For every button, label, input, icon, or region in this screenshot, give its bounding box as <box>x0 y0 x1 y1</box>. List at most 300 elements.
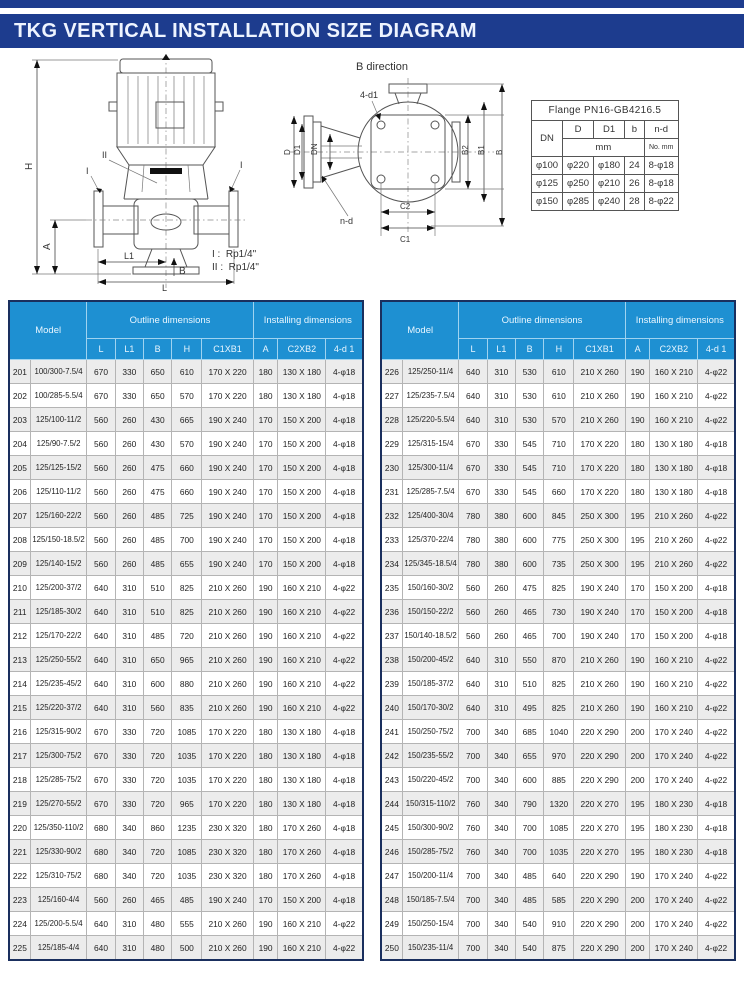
table-cell: 720 <box>143 768 171 792</box>
table-cell: 885 <box>544 768 574 792</box>
table-cell: 220 X 290 <box>574 864 625 888</box>
table-cell: 4-φ22 <box>698 408 735 432</box>
table-cell: 475 <box>515 576 543 600</box>
table-cell: 201 <box>9 360 30 384</box>
table-cell: 210 X 260 <box>650 552 698 576</box>
table-cell: 150 X 200 <box>650 576 698 600</box>
table-cell: 485 <box>515 888 543 912</box>
table-cell: 223 <box>9 888 30 912</box>
table-cell: 180 <box>625 456 650 480</box>
table-cell: 4-φ22 <box>698 768 735 792</box>
table-cell: 170 <box>253 408 278 432</box>
table-cell: 170 X 240 <box>650 912 698 936</box>
table-cell: 125/315-90/2 <box>30 720 87 744</box>
table-cell: 250 X 300 <box>574 552 625 576</box>
table-cell: 530 <box>515 408 543 432</box>
header-col-b: B <box>515 339 543 360</box>
table-cell: 310 <box>487 672 515 696</box>
table-cell: 180 <box>625 432 650 456</box>
header-outline-dimensions: Outline dimensions <box>87 301 253 339</box>
table-cell: 555 <box>172 912 202 936</box>
table-cell: 190 X 240 <box>202 504 253 528</box>
table-cell: φ250 <box>563 175 594 193</box>
table-cell: 180 <box>253 768 278 792</box>
table-row <box>9 672 363 696</box>
table-cell: 234 <box>381 552 402 576</box>
table-cell: 680 <box>87 816 115 840</box>
table-cell: 125/140-15/2 <box>30 552 87 576</box>
flange-col-dn: DN <box>532 121 563 157</box>
table-cell: 150/220-45/2 <box>402 768 459 792</box>
table-cell: 340 <box>487 768 515 792</box>
label-n-d: n-d <box>340 216 354 226</box>
table-cell: 465 <box>143 888 171 912</box>
label-4-d1: 4-d1 <box>360 90 379 100</box>
table-cell: 4-φ22 <box>698 744 735 768</box>
table-cell: 4-φ18 <box>326 792 363 816</box>
table-cell: 125/170-22/2 <box>30 624 87 648</box>
table-cell: 226 <box>381 360 402 384</box>
port-thread-notes <box>212 248 259 274</box>
table-cell: 220 X 270 <box>574 840 625 864</box>
table-cell: 720 <box>143 744 171 768</box>
header-col-l1: L1 <box>115 339 143 360</box>
table-row <box>9 840 363 864</box>
table-cell: 610 <box>544 360 574 384</box>
table-cell: 760 <box>459 840 487 864</box>
table-cell: 219 <box>9 792 30 816</box>
table-cell: 250 X 300 <box>574 504 625 528</box>
label-dim-l: L <box>162 283 168 292</box>
table-row <box>381 384 735 408</box>
table-cell: 8-φ22 <box>644 193 678 211</box>
table-cell: 640 <box>87 696 115 720</box>
table-cell: 160 X 210 <box>278 624 326 648</box>
table-cell: 660 <box>172 480 202 504</box>
table-cell: 130 X 180 <box>278 792 326 816</box>
table-cell: 330 <box>115 744 143 768</box>
table-row <box>9 816 363 840</box>
table-cell: 170 X 240 <box>650 744 698 768</box>
table-cell: 214 <box>9 672 30 696</box>
table-cell: 190 X 240 <box>202 528 253 552</box>
table-cell: 150/150-22/2 <box>402 600 459 624</box>
table-cell: 640 <box>459 672 487 696</box>
table-cell: 245 <box>381 816 402 840</box>
table-cell: 220 X 290 <box>574 936 625 961</box>
table-cell: 640 <box>87 912 115 936</box>
table-cell: 650 <box>143 384 171 408</box>
table-cell: 4-φ18 <box>698 816 735 840</box>
table-cell: 700 <box>459 744 487 768</box>
table-cell: 200 <box>625 888 650 912</box>
table-cell: 600 <box>143 672 171 696</box>
table-cell: 24 <box>625 157 645 175</box>
table-cell: 340 <box>487 888 515 912</box>
table-cell: 640 <box>459 360 487 384</box>
table-cell: 560 <box>87 504 115 528</box>
label-dim-l1: L1 <box>124 251 135 261</box>
table-row <box>381 528 735 552</box>
table-cell: 570 <box>544 408 574 432</box>
table-cell: 170 <box>253 456 278 480</box>
table-cell: 340 <box>487 744 515 768</box>
label-dim-dn: DN <box>310 143 319 155</box>
table-cell: 220 X 270 <box>574 816 625 840</box>
table-cell: 125/285-75/2 <box>30 768 87 792</box>
table-cell: 4-φ22 <box>698 360 735 384</box>
table-row <box>381 936 735 961</box>
table-cell: 208 <box>9 528 30 552</box>
header-col-l: L <box>459 339 487 360</box>
table-cell: 655 <box>515 744 543 768</box>
label-dim-b: B <box>179 266 186 277</box>
table-cell: 560 <box>87 480 115 504</box>
table-cell: 700 <box>172 528 202 552</box>
table-cell: 200 <box>625 720 650 744</box>
table-cell: 730 <box>544 600 574 624</box>
table-cell: 670 <box>87 384 115 408</box>
flange-col-b: b <box>625 121 645 139</box>
table-cell: 210 X 260 <box>202 672 253 696</box>
table-cell: 225 <box>9 936 30 961</box>
table-row <box>381 432 735 456</box>
table-cell: 310 <box>115 696 143 720</box>
table-row <box>9 696 363 720</box>
table-row <box>381 816 735 840</box>
table-cell: 560 <box>87 432 115 456</box>
table-row <box>381 552 735 576</box>
table-cell: 260 <box>487 576 515 600</box>
label-dim-b1: B1 <box>477 145 486 155</box>
table-row <box>9 408 363 432</box>
table-row <box>9 936 363 961</box>
table-cell: 170 <box>625 624 650 648</box>
table-cell: 735 <box>544 552 574 576</box>
table-cell: 4-φ22 <box>326 576 363 600</box>
header-col-4d1: 4-d 1 <box>698 339 735 360</box>
table-cell: 640 <box>87 648 115 672</box>
table-cell: 170 X 220 <box>202 384 253 408</box>
table-cell: 247 <box>381 864 402 888</box>
table-cell: 4-φ22 <box>698 384 735 408</box>
table-cell: 170 <box>253 552 278 576</box>
table-cell: 125/400-30/4 <box>402 504 459 528</box>
table-cell: 4-φ18 <box>698 792 735 816</box>
table-row <box>381 768 735 792</box>
table-row <box>9 600 363 624</box>
table-cell: 4-φ22 <box>698 888 735 912</box>
table-cell: 190 <box>625 360 650 384</box>
table-cell: 780 <box>459 528 487 552</box>
table-cell: 260 <box>115 888 143 912</box>
table-cell: 170 X 220 <box>574 456 625 480</box>
table-cell: 125/330-90/2 <box>30 840 87 864</box>
table-cell: 560 <box>87 528 115 552</box>
table-row <box>9 504 363 528</box>
table-cell: 700 <box>544 624 574 648</box>
table-cell: 232 <box>381 504 402 528</box>
table-cell: 180 <box>253 384 278 408</box>
table-cell: 230 <box>381 456 402 480</box>
table-cell: 4-φ18 <box>326 504 363 528</box>
table-cell: 825 <box>544 576 574 600</box>
table-cell: 4-φ18 <box>698 456 735 480</box>
table-cell: 130 X 180 <box>278 360 326 384</box>
table-cell: 340 <box>487 792 515 816</box>
table-cell: 216 <box>9 720 30 744</box>
table-cell: 310 <box>115 912 143 936</box>
table-cell: 170 X 220 <box>574 432 625 456</box>
table-cell: 125/310-75/2 <box>30 864 87 888</box>
table-cell: 150/300-90/2 <box>402 816 459 840</box>
table-row <box>9 528 363 552</box>
table-cell: 585 <box>544 888 574 912</box>
table-cell: 230 X 320 <box>202 864 253 888</box>
table-cell: 4-φ22 <box>698 912 735 936</box>
table-cell: 190 <box>253 600 278 624</box>
table-cell: 310 <box>487 648 515 672</box>
header-col-c1xb1: C1XB1 <box>574 339 625 360</box>
table-cell: 125/220-37/2 <box>30 696 87 720</box>
table-cell: 100/285-5.5/4 <box>30 384 87 408</box>
table-cell: 545 <box>515 432 543 456</box>
table-cell: 180 X 230 <box>650 840 698 864</box>
table-cell: 720 <box>172 624 202 648</box>
table-cell: 475 <box>143 456 171 480</box>
flange-unit-mm: mm <box>563 139 645 157</box>
table-cell: 217 <box>9 744 30 768</box>
table-cell: 825 <box>544 672 574 696</box>
table-cell: 230 X 320 <box>202 840 253 864</box>
table-cell: 170 <box>625 600 650 624</box>
table-cell: 170 X 240 <box>650 720 698 744</box>
label-dim-c2: C2 <box>400 202 411 211</box>
table-cell: 170 X 240 <box>650 888 698 912</box>
table-cell: 160 X 210 <box>650 696 698 720</box>
table-cell: 700 <box>459 912 487 936</box>
table-row <box>9 360 363 384</box>
table-cell: 125/160-22/2 <box>30 504 87 528</box>
table-cell: 710 <box>544 432 574 456</box>
table-cell: 465 <box>515 600 543 624</box>
table-cell: 310 <box>115 672 143 696</box>
table-cell: 260 <box>115 408 143 432</box>
table-cell: 125/370-22/4 <box>402 528 459 552</box>
table-cell: 125/350-110/2 <box>30 816 87 840</box>
table-cell: 125/200-5.5/4 <box>30 912 87 936</box>
table-cell: 700 <box>459 888 487 912</box>
flange-spec-table-wrap <box>531 100 679 211</box>
table-cell: 640 <box>87 576 115 600</box>
table-cell: 160 X 210 <box>650 384 698 408</box>
table-cell: 340 <box>487 864 515 888</box>
table-cell: 210 X 260 <box>574 408 625 432</box>
table-cell: 560 <box>87 552 115 576</box>
table-cell: 150/285-75/2 <box>402 840 459 864</box>
table-cell: 150 X 200 <box>650 624 698 648</box>
table-cell: φ210 <box>594 175 625 193</box>
table-cell: 570 <box>172 384 202 408</box>
table-cell: 560 <box>87 456 115 480</box>
table-row <box>9 552 363 576</box>
table-cell: 475 <box>143 480 171 504</box>
table-cell: 330 <box>115 384 143 408</box>
table-cell: 227 <box>381 384 402 408</box>
table-cell: 130 X 180 <box>278 744 326 768</box>
table-cell: 4-φ18 <box>326 720 363 744</box>
table-cell: 221 <box>9 840 30 864</box>
table-cell: 150/140-18.5/2 <box>402 624 459 648</box>
table-cell: 510 <box>143 600 171 624</box>
table-cell: 655 <box>172 552 202 576</box>
table-row <box>9 768 363 792</box>
table-cell: 170 X 260 <box>278 840 326 864</box>
table-cell: 130 X 180 <box>278 720 326 744</box>
table-row <box>381 888 735 912</box>
table-cell: 190 <box>253 672 278 696</box>
table-row <box>381 648 735 672</box>
table-cell: 8-φ18 <box>644 157 678 175</box>
table-cell: 195 <box>625 816 650 840</box>
header-col-c2xb2: C2XB2 <box>278 339 326 360</box>
table-cell: 310 <box>115 576 143 600</box>
table-cell: 340 <box>115 840 143 864</box>
table-cell: 170 <box>253 504 278 528</box>
table-cell: 180 <box>253 840 278 864</box>
table-cell: 125/345-18.5/4 <box>402 552 459 576</box>
table-cell: 485 <box>143 624 171 648</box>
table-cell: 190 X 240 <box>202 552 253 576</box>
table-cell: 203 <box>9 408 30 432</box>
table-cell: 4-φ18 <box>326 432 363 456</box>
table-cell: 550 <box>515 648 543 672</box>
table-cell: 545 <box>515 480 543 504</box>
table-cell: 340 <box>487 840 515 864</box>
table-cell: 220 X 290 <box>574 720 625 744</box>
table-cell: 560 <box>459 600 487 624</box>
table-cell: 485 <box>172 888 202 912</box>
table-cell: 4-φ22 <box>698 504 735 528</box>
table-cell: 125/185-4/4 <box>30 936 87 961</box>
table-cell: 310 <box>487 360 515 384</box>
table-cell: 150/200-45/2 <box>402 648 459 672</box>
table-row <box>381 360 735 384</box>
table-cell: 250 X 300 <box>574 528 625 552</box>
table-cell: 670 <box>87 792 115 816</box>
table-cell: 700 <box>459 936 487 961</box>
table-cell: 665 <box>172 408 202 432</box>
table-cell: 970 <box>544 744 574 768</box>
table-cell: 660 <box>172 456 202 480</box>
table-cell: 530 <box>515 384 543 408</box>
table-cell: 340 <box>487 720 515 744</box>
label-port-ii: II <box>102 150 108 160</box>
table-row <box>381 456 735 480</box>
table-cell: 238 <box>381 648 402 672</box>
table-cell: 233 <box>381 528 402 552</box>
table-cell: 210 X 260 <box>202 936 253 961</box>
label-dim-b-outer: B <box>495 149 504 155</box>
table-cell: 150 X 200 <box>278 528 326 552</box>
note-port-ii: II : Rp1/4" <box>212 262 259 273</box>
table-cell: 150 X 200 <box>278 888 326 912</box>
label-port-i-left: I <box>86 166 89 176</box>
table-cell: 4-φ22 <box>326 600 363 624</box>
table-cell: 8-φ18 <box>644 175 678 193</box>
table-cell: 150 X 200 <box>278 504 326 528</box>
table-cell: 202 <box>9 384 30 408</box>
table-cell: 125/125-15/2 <box>30 456 87 480</box>
table-cell: 720 <box>143 792 171 816</box>
table-cell: 495 <box>515 696 543 720</box>
table-cell: 218 <box>9 768 30 792</box>
table-cell: 215 <box>9 696 30 720</box>
table-cell: 125/220-5.5/4 <box>402 408 459 432</box>
table-cell: 835 <box>172 696 202 720</box>
table-cell: 710 <box>544 456 574 480</box>
table-cell: 260 <box>115 456 143 480</box>
table-cell: 130 X 180 <box>278 768 326 792</box>
table-cell: 211 <box>9 600 30 624</box>
table-cell: 4-φ18 <box>326 864 363 888</box>
table-cell: 220 X 290 <box>574 912 625 936</box>
table-cell: 26 <box>625 175 645 193</box>
table-cell: 150/235-55/2 <box>402 744 459 768</box>
table-cell: 210 X 260 <box>202 648 253 672</box>
table-row <box>381 504 735 528</box>
table-cell: 190 X 240 <box>202 480 253 504</box>
table-cell: 685 <box>515 720 543 744</box>
table-row <box>381 912 735 936</box>
table-cell: 1085 <box>172 840 202 864</box>
table-cell: 222 <box>9 864 30 888</box>
table-row <box>381 576 735 600</box>
table-cell: 125/315-15/4 <box>402 432 459 456</box>
table-cell: 150/250-75/2 <box>402 720 459 744</box>
table-cell: 210 X 260 <box>574 648 625 672</box>
label-dim-a: A <box>42 243 53 250</box>
table-cell: 190 X 240 <box>574 600 625 624</box>
table-row <box>9 384 363 408</box>
table-cell: 190 <box>253 648 278 672</box>
table-cell: 650 <box>143 648 171 672</box>
table-cell: 130 X 180 <box>650 456 698 480</box>
table-cell: 4-φ22 <box>698 696 735 720</box>
table-cell: 242 <box>381 744 402 768</box>
table-cell: 210 X 260 <box>574 696 625 720</box>
table-cell: 340 <box>487 816 515 840</box>
table-row <box>381 672 735 696</box>
dimension-table-right <box>380 300 736 961</box>
table-cell: 220 X 290 <box>574 768 625 792</box>
table-cell: 170 X 220 <box>202 360 253 384</box>
table-cell: 600 <box>515 552 543 576</box>
table-cell: 210 X 260 <box>202 696 253 720</box>
table-cell: 600 <box>515 768 543 792</box>
table-cell: 1035 <box>544 840 574 864</box>
page-title: TKG VERTICAL INSTALLATION SIZE DIAGRAM <box>0 14 744 48</box>
table-cell: 640 <box>459 408 487 432</box>
table-cell: 1035 <box>172 744 202 768</box>
table-cell: 236 <box>381 600 402 624</box>
top-border-strip <box>0 0 744 8</box>
table-cell: 4-φ18 <box>326 456 363 480</box>
header-col-h: H <box>172 339 202 360</box>
table-row <box>9 864 363 888</box>
table-cell: 4-φ22 <box>326 696 363 720</box>
table-cell: 310 <box>115 600 143 624</box>
